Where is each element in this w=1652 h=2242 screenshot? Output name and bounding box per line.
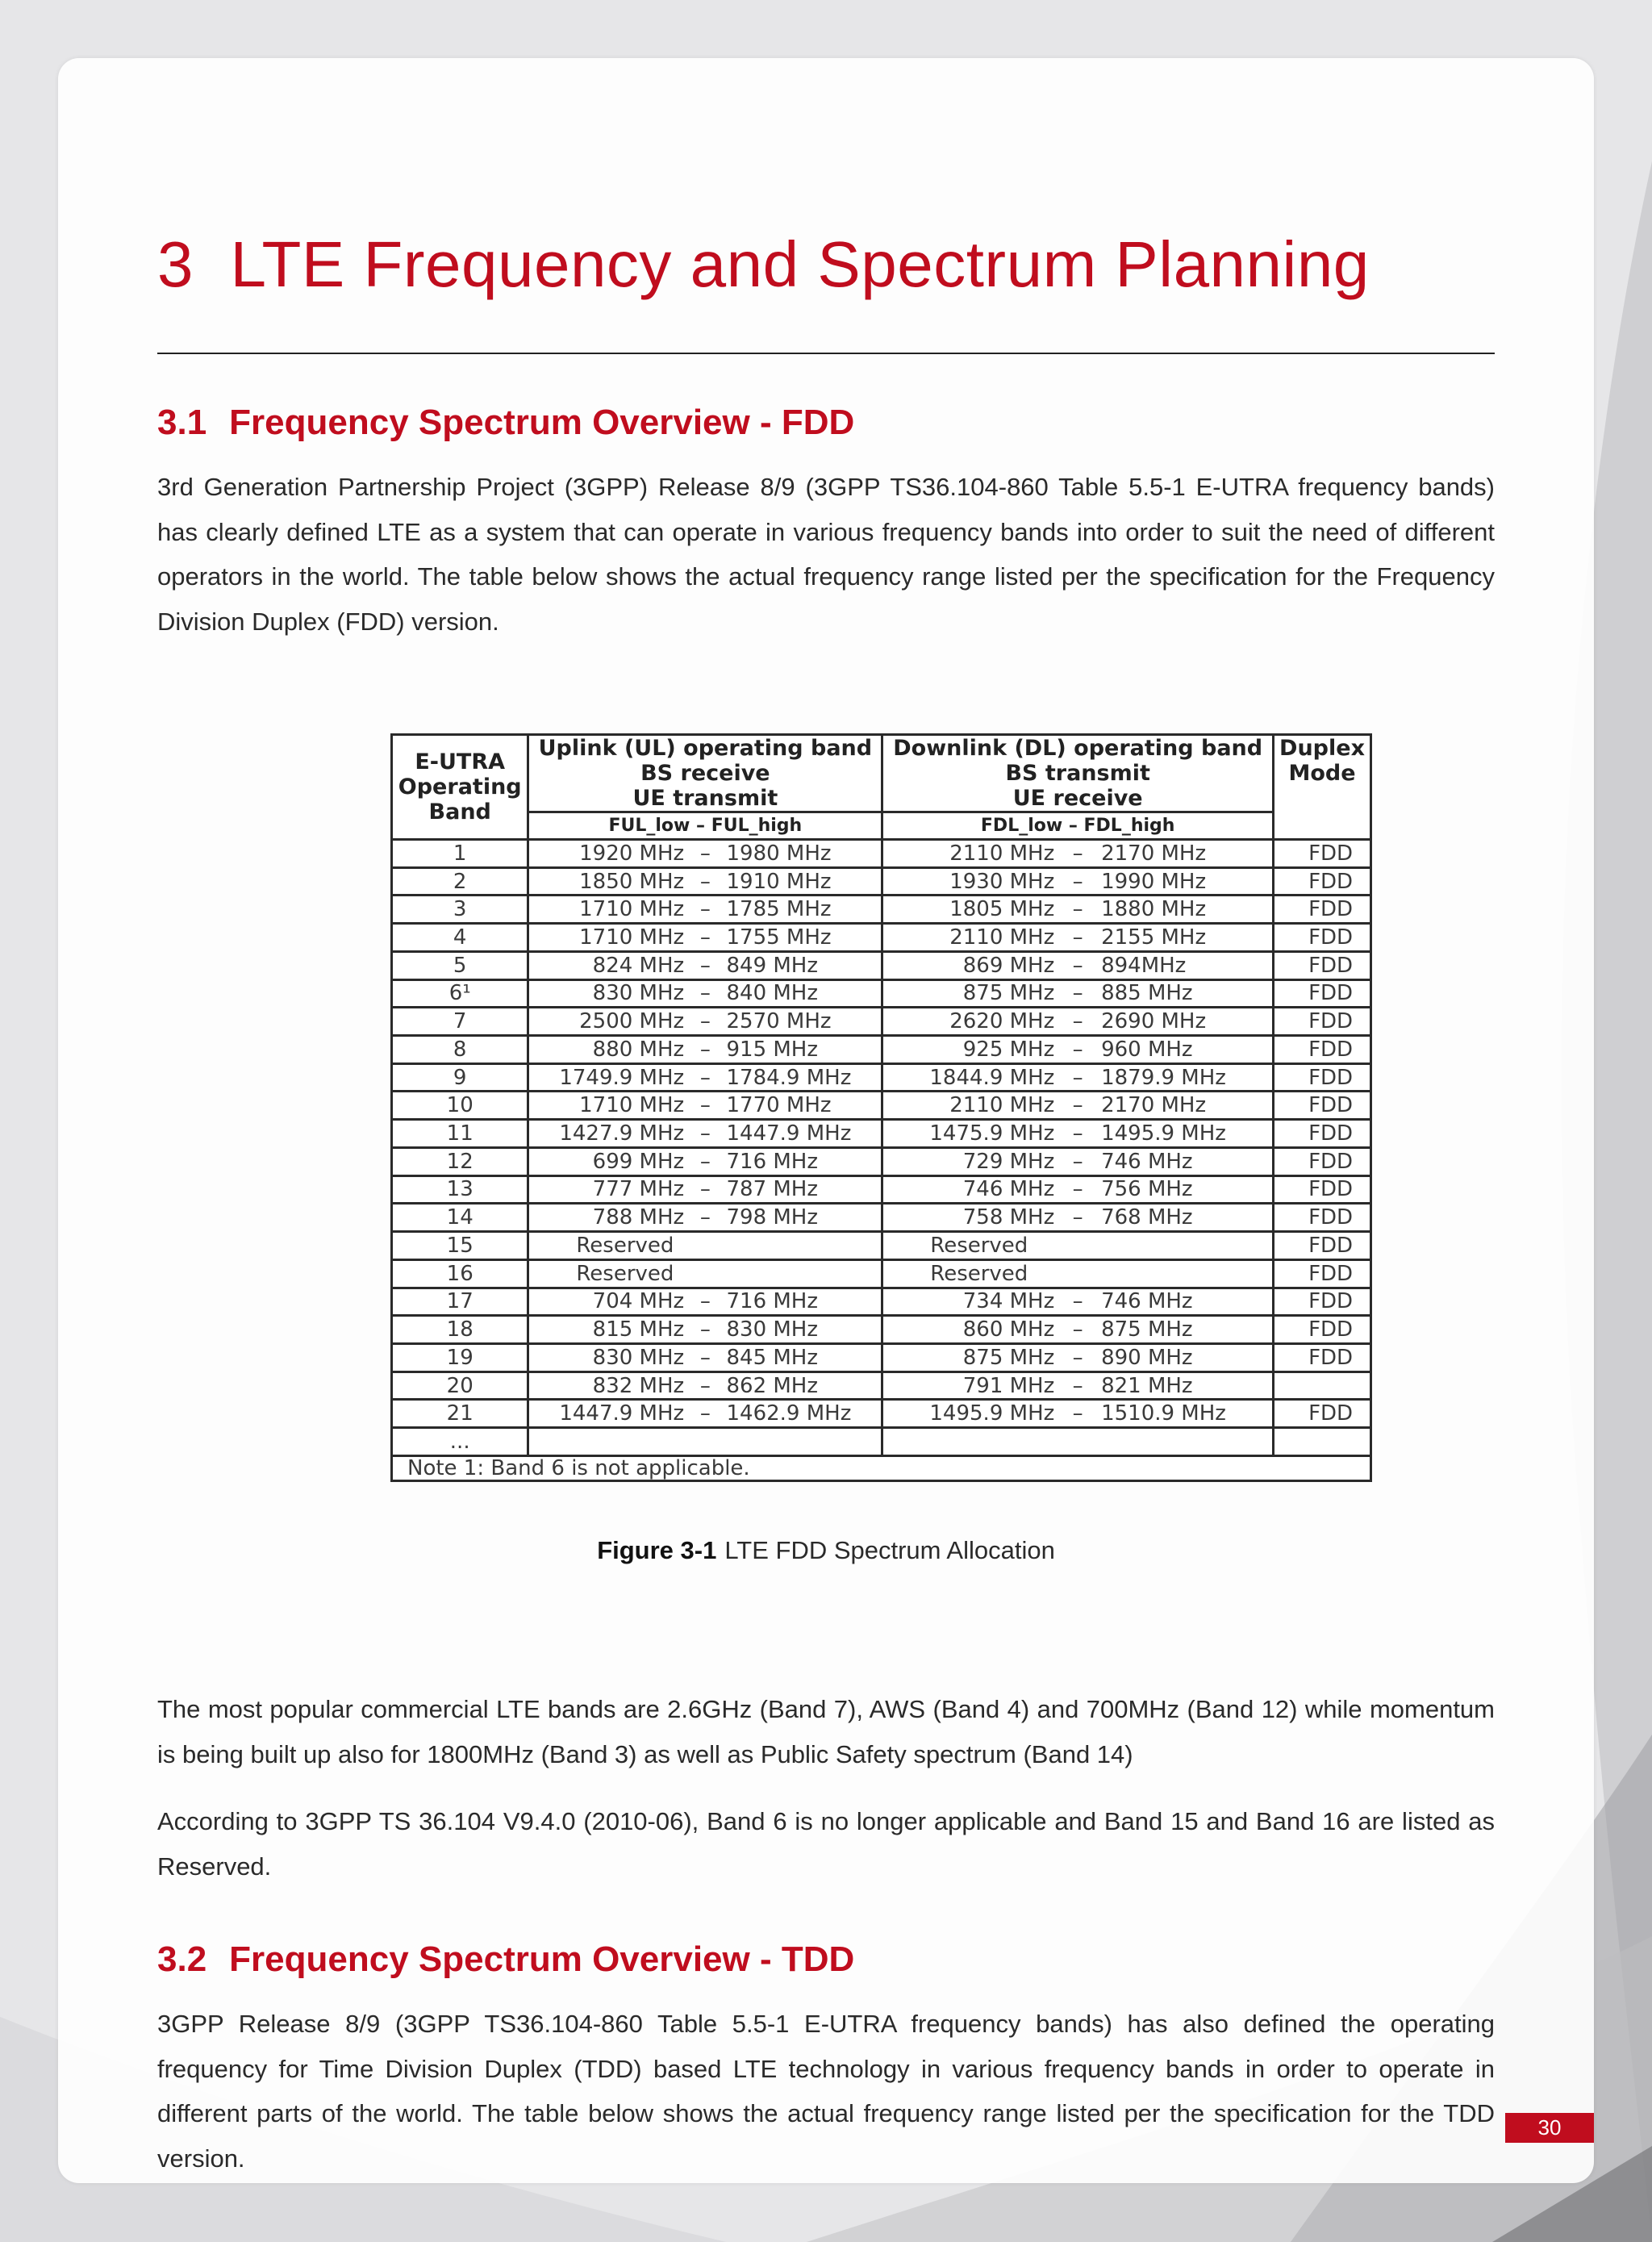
downlink-range (882, 1008, 1274, 1036)
band-number: 1 (392, 840, 528, 868)
range-dash: – (699, 981, 711, 1006)
downlink-range (882, 840, 1274, 868)
table-row (392, 1428, 1371, 1456)
range-dash: – (1072, 1093, 1083, 1118)
ul-high: 862 MHz (726, 1373, 819, 1398)
dl-low: 1475.9 MHz (929, 1121, 1055, 1146)
downlink-range: Reserved (882, 1232, 1274, 1260)
downlink-range (882, 1175, 1274, 1204)
band-number: 15 (392, 1232, 528, 1260)
duplex-mode: FDD (1274, 1232, 1371, 1260)
section-tdd-paragraph: 3GPP Release 8/9 (3GPP TS36.104-860 Table 5.5-1 E-UTRA frequency bands) has also defined the operating frequency for Time Division Duplex (TDD) based LTE technology in various frequency bands in order to operate in different parts of the world. The table below shows the actual frequency range listed per the specification for the TDD version. (157, 2010, 1495, 2173)
downlink-range (882, 867, 1274, 896)
range-dash: – (1072, 1205, 1083, 1230)
duplex-mode: FDD (1274, 1259, 1371, 1288)
band-number: 14 (392, 1204, 528, 1232)
duplex-mode: FDD (1274, 951, 1371, 979)
range-dash: – (699, 1009, 711, 1034)
ul-high: 1755 MHz (726, 925, 832, 950)
ul-low: 788 MHz (592, 1205, 685, 1230)
ul-low: 1710 MHz (579, 897, 685, 922)
uplink-range (528, 924, 882, 952)
ul-high: 716 MHz (726, 1149, 819, 1174)
duplex-mode: FDD (1274, 1008, 1371, 1036)
range-dash: – (1072, 1065, 1083, 1090)
range-dash: – (699, 869, 711, 894)
downlink-range (882, 1428, 1274, 1456)
range-dash: – (1072, 1373, 1083, 1398)
range-dash: – (1072, 953, 1083, 978)
dl-high: 894MHz (1101, 953, 1187, 978)
range-dash: – (1072, 1345, 1083, 1370)
band-number: 18 (392, 1316, 528, 1344)
uplink-range (528, 979, 882, 1008)
dl-low: 758 MHz (962, 1205, 1055, 1230)
dl-high: 746 MHz (1101, 1149, 1193, 1174)
uplink-range (528, 1400, 882, 1428)
dl-low: 1844.9 MHz (929, 1065, 1055, 1090)
table-row (392, 951, 1371, 979)
dl-high: 821 MHz (1101, 1373, 1193, 1398)
band-number: 19 (392, 1343, 528, 1372)
header-uplink: Uplink (UL) operating band BS receive UE transmit (528, 735, 882, 812)
ul-high: 1785 MHz (726, 897, 832, 922)
table-row (392, 1092, 1371, 1120)
popular-bands-paragraph: The most popular commercial LTE bands are 2.6GHz (Band 7), AWS (Band 4) and 700MHz (Band 12) while momentum is being built up also for 1800MHz (Band 3) as well as Public Safety spectrum (Band 14) (157, 1695, 1495, 1768)
range-dash: – (699, 1205, 711, 1230)
duplex-mode (1274, 1428, 1371, 1456)
ul-high: 1784.9 MHz (726, 1065, 852, 1090)
duplex-mode: FDD (1274, 1036, 1371, 1064)
downlink-range (882, 1372, 1274, 1400)
header-downlink: Downlink (DL) operating band BS transmit UE receive (882, 735, 1274, 812)
band-number: 21 (392, 1400, 528, 1428)
range-dash: – (1072, 1401, 1083, 1426)
header-ul-range: FUL_low – FUL_high (528, 812, 882, 840)
ul-high: 845 MHz (726, 1345, 819, 1370)
duplex-mode: FDD (1274, 1175, 1371, 1204)
uplink-range (528, 1008, 882, 1036)
ul-high: 840 MHz (726, 981, 819, 1006)
section-fdd-paragraph: 3rd Generation Partnership Project (3GPP) Release 8/9 (3GPP TS36.104-860 Table 5.5-1 E-UTRA frequency bands) has clearly defined LTE as a system that can operate in various frequency bands into order to suit the need of different operators in the world. The table below shows the actual frequency range listed per the specification for the Frequency Division Duplex (FDD) version. (157, 473, 1495, 636)
ul-low: 1749.9 MHz (559, 1065, 685, 1090)
band-number: 20 (392, 1372, 528, 1400)
ul-low: 1850 MHz (579, 869, 685, 894)
ul-high: 787 MHz (726, 1177, 819, 1202)
band-number: 11 (392, 1120, 528, 1148)
dl-low: 791 MHz (962, 1373, 1055, 1398)
table-row (392, 924, 1371, 952)
uplink-range (528, 1147, 882, 1175)
table-row (392, 1288, 1371, 1316)
ul-low: 1920 MHz (579, 841, 685, 866)
downlink-range (882, 1063, 1274, 1092)
downlink-range: Reserved (882, 1259, 1274, 1288)
duplex-mode: FDD (1274, 1092, 1371, 1120)
range-dash: – (1072, 981, 1083, 1006)
range-dash: – (699, 1345, 711, 1370)
ul-high: 1462.9 MHz (726, 1401, 852, 1426)
reserved-bands-paragraph: According to 3GPP TS 36.104 V9.4.0 (2010-06), Band 6 is no longer applicable and Band 15 and Band 16 are listed as Reserved. (157, 1807, 1495, 1881)
downlink-range (882, 1092, 1274, 1120)
uplink-range (528, 1036, 882, 1064)
table-row (392, 1316, 1371, 1344)
band-number: 16 (392, 1259, 528, 1288)
ul-low: 1710 MHz (579, 925, 685, 950)
ul-low: 1447.9 MHz (559, 1401, 685, 1426)
downlink-range (882, 979, 1274, 1008)
range-dash: – (1072, 1317, 1083, 1342)
duplex-mode: FDD (1274, 1288, 1371, 1316)
dl-low: 2110 MHz (949, 1093, 1055, 1118)
table-row (392, 979, 1371, 1008)
ul-high: 716 MHz (726, 1289, 819, 1314)
dl-low: 1930 MHz (949, 869, 1055, 894)
dl-high: 1880 MHz (1101, 897, 1207, 922)
table-note: Note 1: Band 6 is not applicable. (392, 1456, 1371, 1481)
duplex-mode: FDD (1274, 1120, 1371, 1148)
duplex-mode: FDD (1274, 1204, 1371, 1232)
band-number: 5 (392, 951, 528, 979)
dl-high: 1990 MHz (1101, 869, 1207, 894)
range-dash: – (1072, 841, 1083, 866)
fdd-band-table (390, 733, 1372, 1482)
section-heading-fdd: 3.1 Frequency Spectrum Overview - FDD (157, 403, 855, 442)
chapter-title: 3 LTE Frequency and Spectrum Planning (157, 228, 1370, 300)
range-dash: – (699, 1373, 711, 1398)
range-dash: – (699, 841, 711, 866)
dl-low: 746 MHz (962, 1177, 1055, 1202)
table-row (392, 1204, 1371, 1232)
duplex-mode: FDD (1274, 1343, 1371, 1372)
downlink-range (882, 924, 1274, 952)
table-row (392, 1372, 1371, 1400)
duplex-mode: FDD (1274, 867, 1371, 896)
duplex-mode: FDD (1274, 896, 1371, 924)
table-row (392, 896, 1371, 924)
ul-high: 849 MHz (726, 953, 819, 978)
ul-low: 880 MHz (592, 1037, 685, 1062)
ul-low: 830 MHz (592, 981, 685, 1006)
table-row (392, 1008, 1371, 1036)
dl-high: 960 MHz (1101, 1037, 1193, 1062)
figure-caption: Figure 3-1 LTE FDD Spectrum Allocation (597, 1536, 1055, 1564)
dl-high: 768 MHz (1101, 1205, 1193, 1230)
uplink-range (528, 1120, 882, 1148)
range-dash: – (699, 925, 711, 950)
dl-high: 2170 MHz (1101, 1093, 1207, 1118)
band-number: 4 (392, 924, 528, 952)
band-number: 7 (392, 1008, 528, 1036)
page-number: 30 (1505, 2113, 1594, 2143)
band-number: 9 (392, 1063, 528, 1092)
dl-low: 860 MHz (962, 1317, 1055, 1342)
dl-high: 875 MHz (1101, 1317, 1193, 1342)
dl-low: 1805 MHz (949, 897, 1055, 922)
table-row (392, 1259, 1371, 1288)
downlink-range (882, 1147, 1274, 1175)
dl-high: 2690 MHz (1101, 1009, 1207, 1034)
uplink-range (528, 1288, 882, 1316)
downlink-range (882, 1204, 1274, 1232)
header-dl-range: FDL_low – FDL_high (882, 812, 1274, 840)
dl-high: 756 MHz (1101, 1177, 1193, 1202)
ul-high: 1980 MHz (726, 841, 832, 866)
table-row (392, 1120, 1371, 1148)
range-dash: – (1072, 869, 1083, 894)
range-dash: – (1072, 897, 1083, 922)
range-dash: – (1072, 1121, 1083, 1146)
ul-high: 2570 MHz (726, 1009, 832, 1034)
ul-low: 2500 MHz (579, 1009, 685, 1034)
dl-high: 746 MHz (1101, 1289, 1193, 1314)
uplink-range (528, 896, 882, 924)
ul-high: 1770 MHz (726, 1093, 832, 1118)
range-dash: – (699, 1401, 711, 1426)
dl-low: 2110 MHz (949, 841, 1055, 866)
dl-high: 885 MHz (1101, 981, 1193, 1006)
table-row (392, 840, 1371, 868)
uplink-range (528, 1428, 882, 1456)
table-row (392, 1175, 1371, 1204)
range-dash: – (1072, 1009, 1083, 1034)
dl-low: 2110 MHz (949, 925, 1055, 950)
range-dash: – (699, 1289, 711, 1314)
uplink-range (528, 1343, 882, 1372)
header-band: E-UTRA Operating Band (392, 735, 528, 840)
uplink-range (528, 1063, 882, 1092)
ul-low: 1710 MHz (579, 1093, 685, 1118)
range-dash: – (699, 1121, 711, 1146)
dl-low: 925 MHz (962, 1037, 1055, 1062)
dl-low: 1495.9 MHz (929, 1401, 1055, 1426)
uplink-range (528, 951, 882, 979)
band-number: 3 (392, 896, 528, 924)
downlink-range (882, 1343, 1274, 1372)
range-dash: – (1072, 1037, 1083, 1062)
table-row (392, 1343, 1371, 1372)
duplex-mode: FDD (1274, 1147, 1371, 1175)
range-dash: – (699, 1065, 711, 1090)
ul-low: 699 MHz (592, 1149, 685, 1174)
band-number: 10 (392, 1092, 528, 1120)
range-dash: – (699, 1149, 711, 1174)
duplex-mode: FDD (1274, 840, 1371, 868)
range-dash: – (699, 1317, 711, 1342)
downlink-range (882, 1400, 1274, 1428)
band-number: 8 (392, 1036, 528, 1064)
ul-high: 798 MHz (726, 1205, 819, 1230)
dl-low: 875 MHz (962, 1345, 1055, 1370)
range-dash: – (1072, 925, 1083, 950)
downlink-range (882, 951, 1274, 979)
duplex-mode: FDD (1274, 924, 1371, 952)
table-row (392, 867, 1371, 896)
range-dash: – (699, 1177, 711, 1202)
table-row (392, 1147, 1371, 1175)
ul-high: 1910 MHz (726, 869, 832, 894)
downlink-range (882, 1036, 1274, 1064)
section-heading-tdd: 3.2 Frequency Spectrum Overview - TDD (157, 1939, 855, 1979)
duplex-mode (1274, 1372, 1371, 1400)
band-number: 17 (392, 1288, 528, 1316)
band-number: ... (392, 1428, 528, 1456)
uplink-range (528, 1175, 882, 1204)
uplink-range (528, 1372, 882, 1400)
dl-low: 2620 MHz (949, 1009, 1055, 1034)
uplink-range (528, 1092, 882, 1120)
dl-high: 1879.9 MHz (1101, 1065, 1226, 1090)
header-duplex-mode: Duplex Mode (1274, 735, 1371, 840)
duplex-mode: FDD (1274, 1063, 1371, 1092)
uplink-range (528, 1204, 882, 1232)
range-dash: – (699, 897, 711, 922)
duplex-mode: FDD (1274, 1400, 1371, 1428)
table-row (392, 1063, 1371, 1092)
ul-low: 832 MHz (592, 1373, 685, 1398)
ul-low: 777 MHz (592, 1177, 685, 1202)
ul-low: 1427.9 MHz (559, 1121, 685, 1146)
dl-low: 734 MHz (962, 1289, 1055, 1314)
ul-low: 704 MHz (592, 1289, 685, 1314)
ul-high: 1447.9 MHz (726, 1121, 852, 1146)
dl-low: 729 MHz (962, 1149, 1055, 1174)
band-number: 12 (392, 1147, 528, 1175)
ul-high: 830 MHz (726, 1317, 819, 1342)
ul-low: 815 MHz (592, 1317, 685, 1342)
band-number: 13 (392, 1175, 528, 1204)
range-dash: – (1072, 1289, 1083, 1314)
range-dash: – (699, 1037, 711, 1062)
range-dash: – (699, 953, 711, 978)
ul-low: 824 MHz (592, 953, 685, 978)
uplink-range: Reserved (528, 1232, 882, 1260)
ul-high: 915 MHz (726, 1037, 819, 1062)
range-dash: – (1072, 1149, 1083, 1174)
dl-high: 1510.9 MHz (1101, 1401, 1226, 1426)
ul-low: 830 MHz (592, 1345, 685, 1370)
uplink-range (528, 867, 882, 896)
band-number: 2 (392, 867, 528, 896)
range-dash: – (1072, 1177, 1083, 1202)
dl-high: 2170 MHz (1101, 841, 1207, 866)
table-row (392, 1036, 1371, 1064)
downlink-range (882, 1288, 1274, 1316)
uplink-range: Reserved (528, 1259, 882, 1288)
dl-low: 875 MHz (962, 981, 1055, 1006)
downlink-range (882, 1120, 1274, 1148)
downlink-range (882, 1316, 1274, 1344)
fdd-band-table-figure (390, 733, 1372, 1482)
uplink-range (528, 1316, 882, 1344)
table-row (392, 1400, 1371, 1428)
dl-high: 1495.9 MHz (1101, 1121, 1226, 1146)
uplink-range (528, 840, 882, 868)
band-rows (392, 840, 1371, 1456)
dl-low: 869 MHz (962, 953, 1055, 978)
band-number: 6¹ (392, 979, 528, 1008)
duplex-mode: FDD (1274, 1316, 1371, 1344)
dl-high: 2155 MHz (1101, 925, 1207, 950)
document-page (58, 58, 1594, 2183)
dl-high: 890 MHz (1101, 1345, 1193, 1370)
title-divider (157, 353, 1495, 354)
range-dash: – (699, 1093, 711, 1118)
duplex-mode: FDD (1274, 979, 1371, 1008)
downlink-range (882, 896, 1274, 924)
table-row (392, 1232, 1371, 1260)
